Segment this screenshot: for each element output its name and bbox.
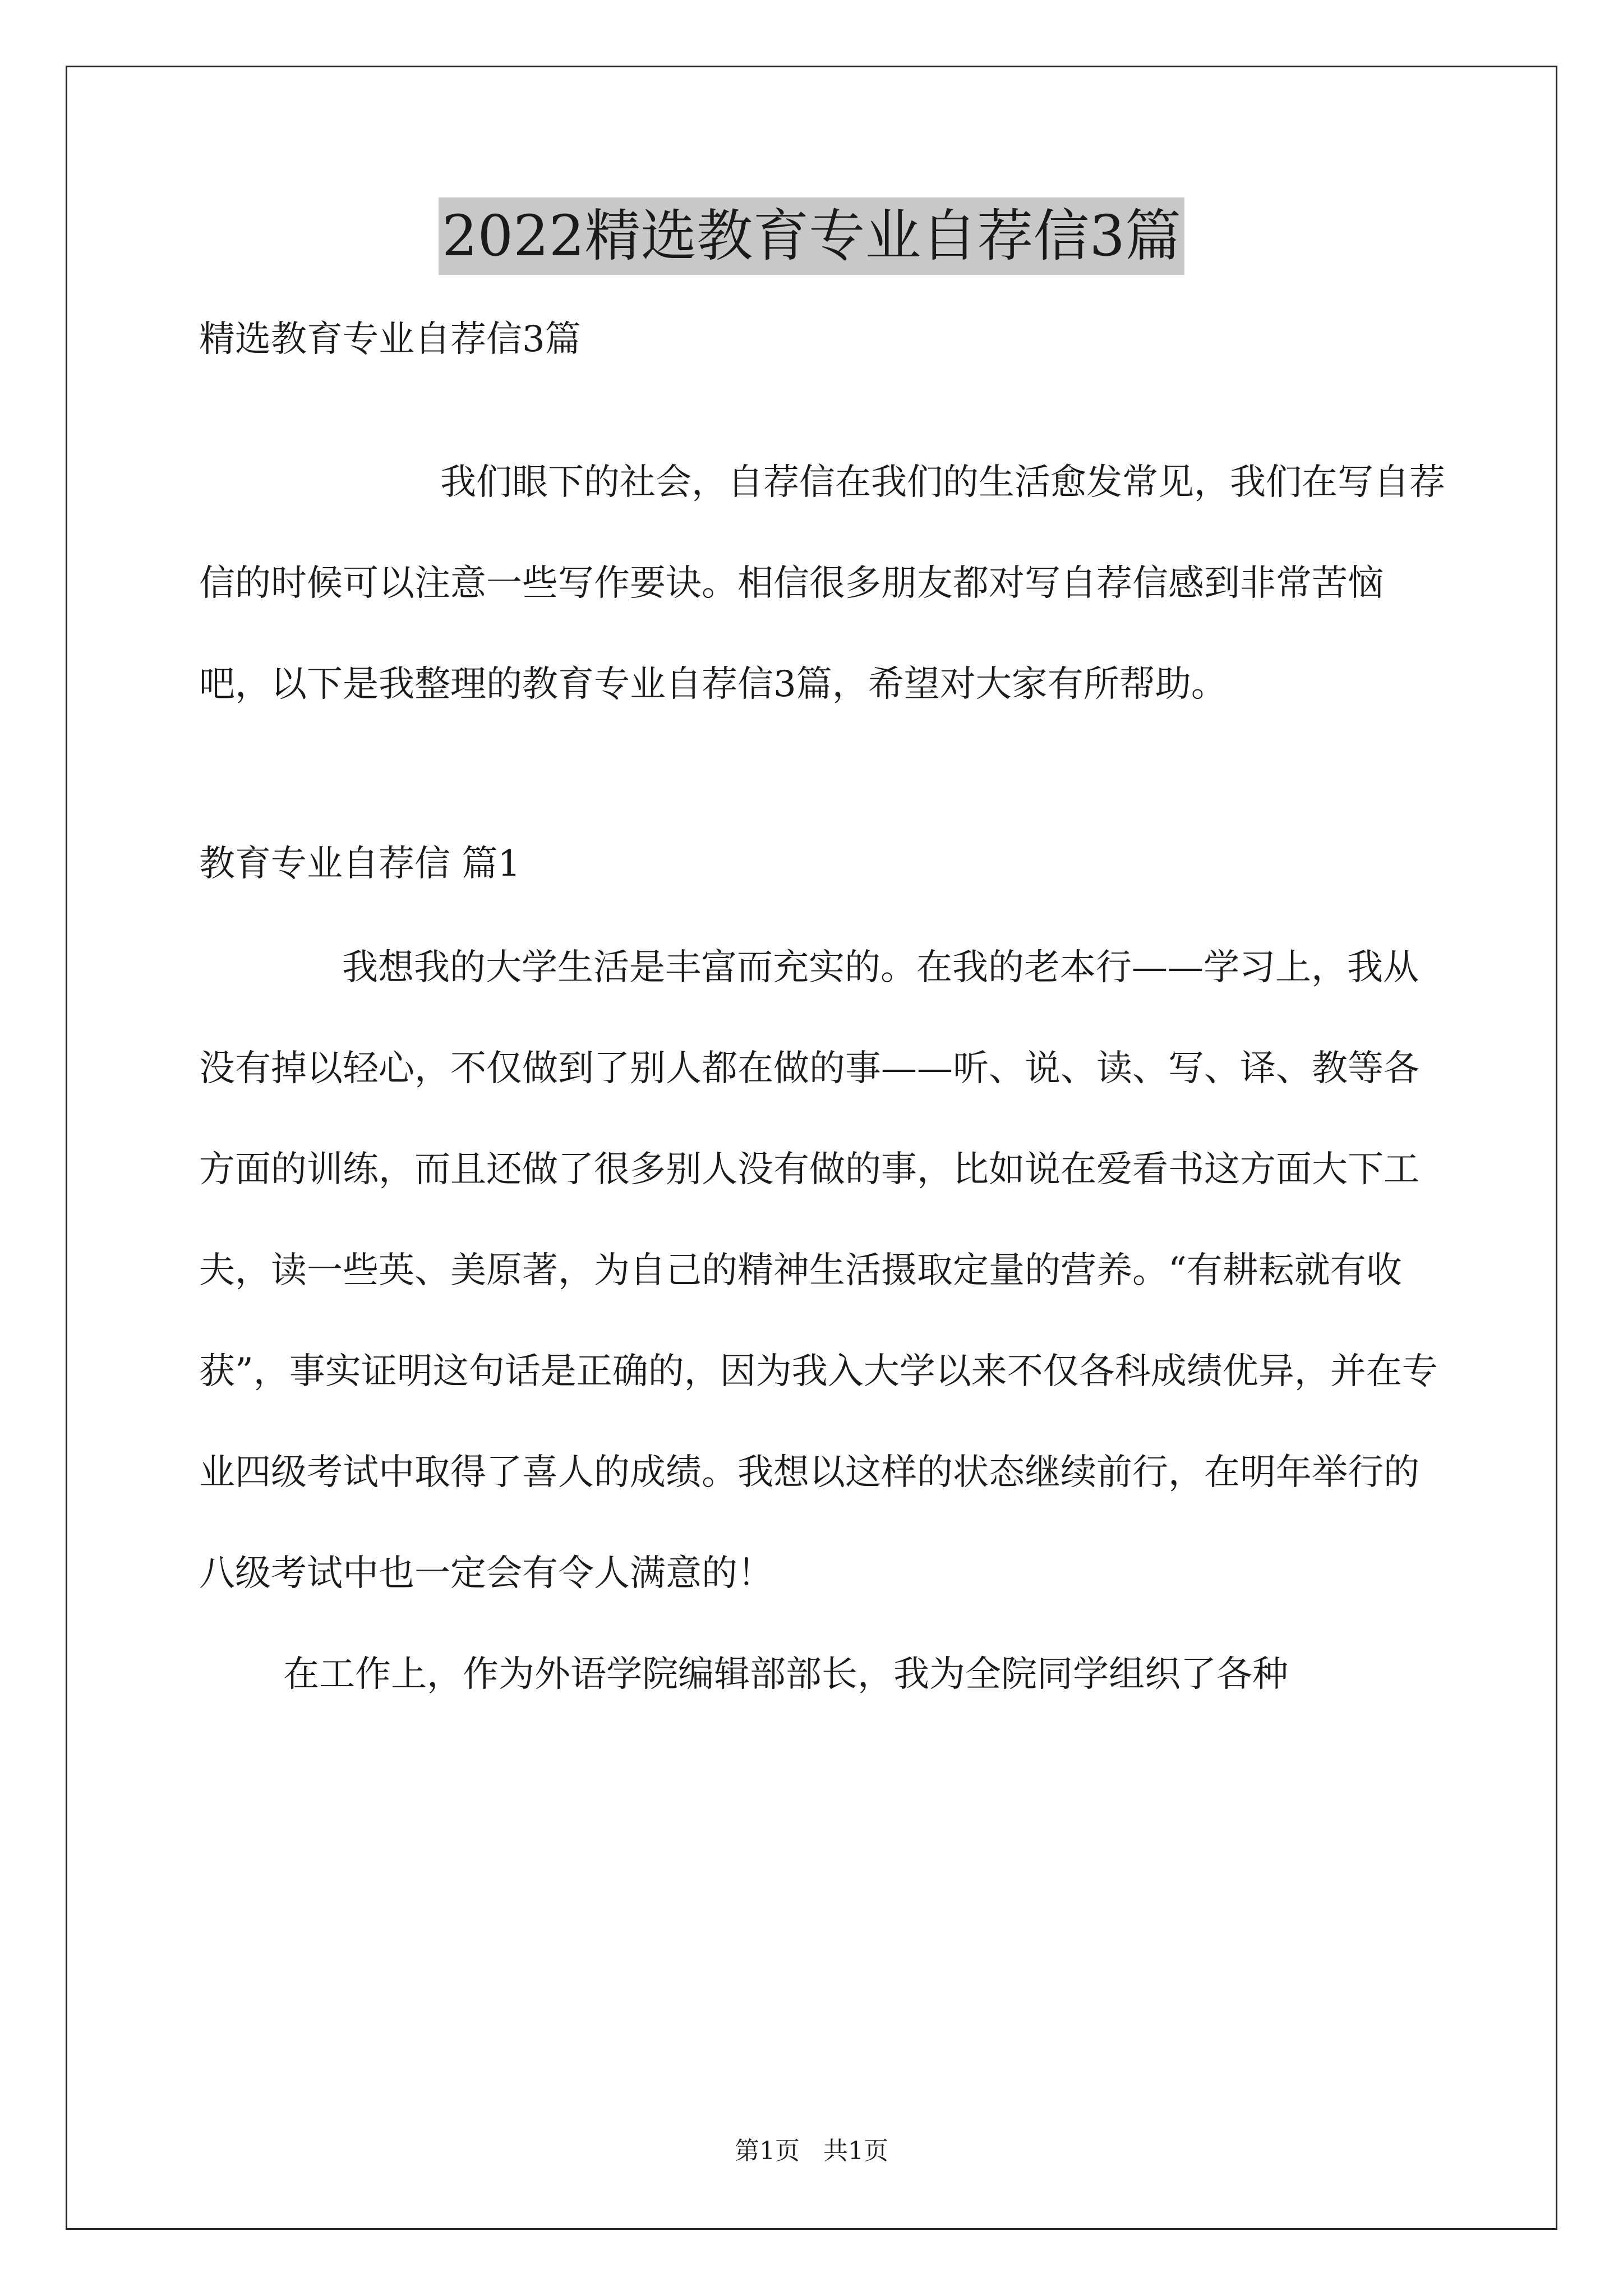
- intro-paragraph: 我们眼下的社会，自荐信在我们的生活愈发常见，我们在写自荐信的时候可以注意一些写作要诀。相信很多朋友都对写自荐信感到非常苦恼吧，以下是我整理的教育专业自荐信3篇，希望对大家有所帮助。: [199, 462, 1445, 705]
- body-paragraph-2: 在工作上，作为外语学院编辑部部长，我为全院同学组织了各种: [283, 1654, 1288, 1695]
- document-title: 2022精选教育专业自荐信3篇: [439, 197, 1184, 275]
- title-container: [0, 197, 1623, 275]
- document-subtitle: 精选教育专业自荐信3篇: [199, 319, 581, 360]
- section-heading: 教育专业自荐信 篇1: [199, 843, 521, 885]
- page-footer: 第1页 共1页: [735, 2137, 888, 2165]
- document-body: [199, 303, 1450, 1725]
- body-paragraph-1: 我想我的大学生活是丰富而充实的。在我的老本行——学习上，我从没有掉以轻心，不仅做到了别人都在做的事——听、说、读、写、译、教等各方面的训练，而且还做了很多别人没有做的事，比如说在爱看书这方面大下工夫，读一些英、美原著，为自己的精神生活摄取定量的营养。“有耕耘就有收获”，事实证明这句话是正确的，因为我入大学以来不仅各科成绩优异，并在专业四级考试中取得了喜人的成绩。我想以这样的状态继续前行，在明年举行的八级考试中也一定会有令人满意的！: [199, 947, 1438, 1594]
